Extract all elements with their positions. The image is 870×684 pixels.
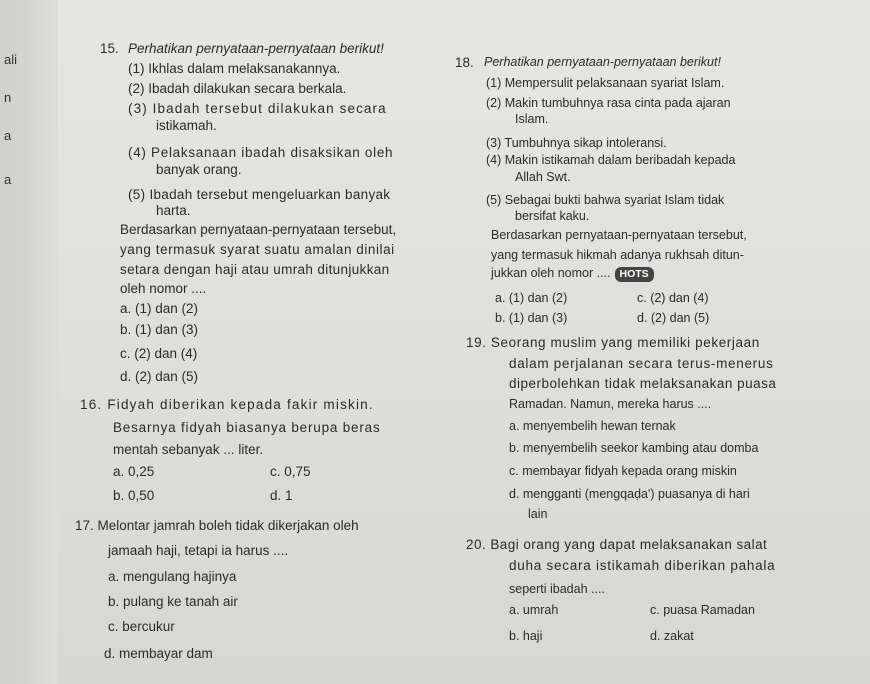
question-text: oleh nomor .... bbox=[120, 281, 207, 296]
question-text: Berdasarkan pernyataan-pernyataan tersebut, bbox=[120, 222, 397, 237]
question-text: 16. Fidyah diberikan kepada fakir miskin. bbox=[80, 397, 374, 412]
option-d: d. mengganti (mengqaḍa') puasanya di hari bbox=[509, 487, 750, 501]
option-b: b. (1) dan (3) bbox=[495, 311, 568, 325]
option-d: d. membayar dam bbox=[104, 646, 213, 661]
statement: (4) Pelaksanaan ibadah disaksikan oleh bbox=[128, 145, 394, 160]
question-text bbox=[491, 266, 654, 282]
statement: banyak orang. bbox=[156, 162, 242, 177]
question-text: setara dengan haji atau umrah ditunjukkan bbox=[120, 262, 390, 277]
option-a: a. (1) dan (2) bbox=[495, 291, 568, 305]
question-text: Ramadan. Namun, mereka harus .... bbox=[509, 397, 712, 411]
statement: istikamah. bbox=[156, 118, 217, 133]
option-b: b. pulang ke tanah air bbox=[108, 594, 238, 609]
question-text: duha secara istikamah diberikan pahala bbox=[509, 558, 776, 573]
question-stem: Perhatikan pernyataan-pernyataan berikut! bbox=[128, 41, 384, 56]
statement: harta. bbox=[156, 203, 191, 218]
option-b: b. (1) dan (3) bbox=[120, 322, 199, 337]
option-b: b. 0,50 bbox=[113, 488, 155, 503]
option-a: a. mengulang hajinya bbox=[108, 569, 237, 584]
statement: Allah Swt. bbox=[515, 170, 571, 184]
option-d: d. (2) dan (5) bbox=[637, 311, 710, 325]
option-c: c. membayar fidyah kepada orang miskin bbox=[509, 464, 737, 478]
statement: (3) Tumbuhnya sikap intoleransi. bbox=[486, 136, 667, 150]
question-text: seperti ibadah .... bbox=[509, 582, 605, 596]
question-text: 17. Melontar jamrah boleh tidak dikerjakan oleh bbox=[75, 518, 359, 533]
question-text: diperbolehkan tidak melaksanakan puasa bbox=[509, 376, 777, 391]
option-d: d. zakat bbox=[650, 629, 694, 643]
question-text: mentah sebanyak ... liter. bbox=[113, 442, 264, 457]
option-c: c. 0,75 bbox=[270, 464, 311, 479]
question-number: 18. bbox=[455, 55, 474, 70]
statement: (5) Ibadah tersebut mengeluarkan banyak bbox=[128, 187, 391, 202]
question-text: yang termasuk hikmah adanya rukhsah ditun- bbox=[491, 248, 744, 262]
statement: Islam. bbox=[515, 112, 549, 126]
statement: bersifat kaku. bbox=[515, 209, 590, 223]
edge-text: ali bbox=[4, 52, 18, 67]
question-text: Besarnya fidyah biasanya berupa beras bbox=[113, 420, 381, 435]
statement: (5) Sebagai bukti bahwa syariat Islam tidak bbox=[486, 193, 725, 207]
statement: (3) Ibadah tersebut dilakukan secara bbox=[128, 101, 387, 116]
edge-text: n bbox=[4, 90, 12, 105]
edge-text: a bbox=[4, 128, 12, 143]
option-c: c. (2) dan (4) bbox=[637, 291, 709, 305]
option-a: a. (1) dan (2) bbox=[120, 301, 199, 316]
statement: (1) Mempersulit pelaksanaan syariat Islam. bbox=[486, 76, 725, 90]
edge-text: a bbox=[4, 172, 12, 187]
question-text: jamaah haji, tetapi ia harus .... bbox=[108, 543, 289, 558]
option-d-continued: lain bbox=[528, 507, 548, 521]
option-c: c. puasa Ramadan bbox=[650, 603, 755, 617]
statement: (4) Makin istikamah dalam beribadah kepada bbox=[486, 153, 736, 167]
question-stem: Perhatikan pernyataan-pernyataan berikut! bbox=[484, 55, 721, 69]
option-d: d. 1 bbox=[270, 488, 293, 503]
question-text: 19. Seorang muslim yang memiliki pekerjaan bbox=[466, 335, 760, 350]
option-c: c. (2) dan (4) bbox=[120, 346, 198, 361]
option-a: a. umrah bbox=[509, 603, 559, 617]
option-d: d. (2) dan (5) bbox=[120, 369, 199, 384]
option-b: b. menyembelih seekor kambing atau domba bbox=[509, 441, 759, 455]
statement: (1) Ikhlas dalam melaksanakannya. bbox=[128, 61, 341, 76]
option-a: a. 0,25 bbox=[113, 464, 155, 479]
option-b: b. haji bbox=[509, 629, 543, 643]
question-text-line: jukkan oleh nomor .... bbox=[491, 266, 611, 280]
option-a: a. menyembelih hewan ternak bbox=[509, 419, 676, 433]
hots-badge: HOTS bbox=[615, 267, 654, 282]
question-text: 20. Bagi orang yang dapat melaksanakan salat bbox=[466, 537, 768, 552]
option-c: c. bercukur bbox=[108, 619, 175, 634]
statement: (2) Makin tumbuhnya rasa cinta pada ajaran bbox=[486, 96, 731, 110]
statement: (2) Ibadah dilakukan secara berkala. bbox=[128, 81, 347, 96]
question-number: 15. bbox=[100, 41, 119, 56]
question-text: Berdasarkan pernyataan-pernyataan tersebut, bbox=[491, 228, 747, 242]
question-text: dalam perjalanan secara terus-menerus bbox=[509, 356, 774, 371]
question-text: yang termasuk syarat suatu amalan dinilai bbox=[120, 242, 395, 257]
